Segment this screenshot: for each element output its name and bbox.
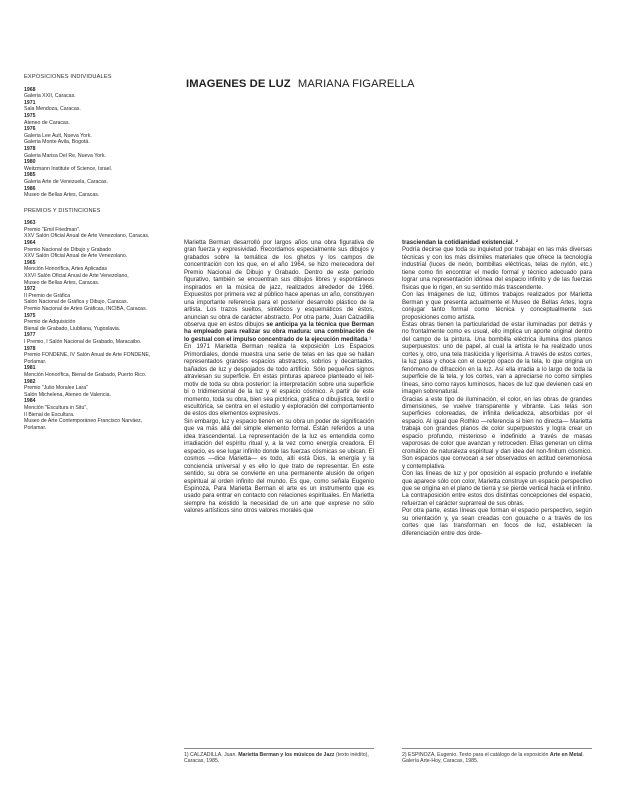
awards-list [24, 220, 172, 431]
entry-line: II Bienal de Escultura. [24, 411, 75, 418]
sidebar-entry [24, 398, 172, 431]
entry-year: 1965 [24, 259, 36, 266]
text-run: 2) ESPINOZA, Eugenio. Texto para el catálogo de la exposición [402, 752, 550, 758]
quote-bold: se anticipa ya la técnica que Berman ha empleado para realizar su obra madura: una combinación de lo gestual con el impulso concentrado de la ejecución meditada [184, 321, 374, 343]
text-run: Marietta Berman desarrolló por largos años una obra figurativa de gran fuerza y expresividad. Recordamos especialmente sus dibujos y grabados sobre la temática de los ghetos y los campos de concentración con los que, en el año 1964, se hizo merecedora del Premio Nacional de Dibujo y Grabado. Dentro de este período figurativo, también se encuentran sus dibujos libres y espontáneos inspirados en la música de jazz, realizados alrededor de 1966. Expuestos por primera vez al público hace apenas un año, constituyen una importante referencia para el posterior desarrollo plástico de la artista. Los trazos sueltos, sintéticos y esquemáticos de éstos, anuncian su obra de carácter abstracto. Por otra parte, Juan Calzadilla observa que en estos dibujos [184, 240, 374, 328]
entry-line: I Premio, I Salón Nacional de Grabado, Maracaibo. [24, 338, 142, 345]
entry-line: Premio Nacional de Dibujo y Grabado [24, 246, 112, 253]
entry-line: Premio "Julio Morales Lara" [24, 385, 88, 392]
entry-year: 1978 [24, 345, 36, 352]
footnote-2 [402, 752, 592, 765]
sidebar-entry [24, 87, 172, 100]
entry-year: 1968 [24, 86, 36, 93]
entry-line: Museo de Bellas Artes, Caracas. [24, 192, 100, 199]
entry-line: Ateneo de Caracas. [24, 119, 70, 126]
sidebar-entry [24, 313, 172, 333]
entry-line: Galeria Monte Avila, Bogotá. [24, 139, 90, 146]
entry-year: 1982 [24, 378, 36, 385]
entry-line: II Premio de Gráfica [24, 292, 71, 299]
footnote-divider [184, 748, 374, 749]
entry-line: Premio Nacional de Artes Gráficas, INCIBA, Caracas. [24, 306, 148, 312]
sidebar-entry [24, 240, 172, 260]
entry-line: Premio de Adquisición [24, 319, 76, 326]
exhibitions-list [24, 87, 172, 199]
entry-year: 1972 [24, 286, 36, 293]
entry-year: 1984 [24, 398, 36, 405]
sidebar-entry [24, 113, 172, 126]
entry-year: 1981 [24, 365, 36, 372]
exhibitions-heading: EXPOSICIONES INDIVIDUALES [24, 74, 112, 80]
sidebar-entry [24, 172, 172, 185]
entry-line: Bienal de Grabado, Liubliana, Yugoslavia. [24, 325, 121, 332]
awards-heading: PREMIOS Y DISTINCIONES [24, 207, 101, 214]
entry-year: 1977 [24, 332, 36, 339]
footnote-1 [184, 752, 374, 765]
footnote-title: Arte en Metal [549, 752, 583, 758]
sidebar [24, 74, 172, 431]
entry-year: 1980 [24, 159, 36, 166]
quote-bold: trasciendan la cotidianidad existencial. ² [402, 240, 518, 246]
sidebar-entry [24, 186, 172, 199]
entry-line: Sala Mendoza, Caracas. [24, 106, 81, 113]
entry-year: 1964 [24, 240, 36, 247]
entry-line: Galeria Marisa Del Re, Nueva York. [24, 152, 106, 159]
entry-year: 1963 [24, 220, 36, 227]
paragraph: Por otra parte, estas líneas que forman el espacio perspectivo, según su orientación y, ya sean creadas con gouache o a través de los cortes que las transforman en focos de luz, establecen la diferenciación entre dos órde- [402, 508, 592, 537]
paragraph: Podría decirse que toda su inquietud por trabajar en las más diversas técnicas y con los más disímiles materiales que ofrece la tecnología industrial (luces de neón, bombillas eléctricas, telas de nylón, etc.) tiene como fin encontrar el medio formal y técnico adecuado para lograr una representación idónea del espacio infinito y de las fuerzas físicas que lo rigen, en su sentido más trascendente. [402, 247, 592, 291]
entry-line: Galeria XXII, Caracas. [24, 93, 76, 100]
entry-line: Weitzmann Institute of Science, Israel. [24, 165, 113, 172]
sidebar-entry [24, 332, 172, 345]
title-author: MARIANA FIGARELLA [297, 78, 415, 90]
sidebar-entry [24, 100, 172, 113]
entry-line: Mención Honorífica, Bienal de Grabado, Puerto Rico. [24, 371, 147, 378]
paragraph: Con las Imágenes de luz, últimos trabajos realizados por Marietta Berman y que presenta actualmente el Museo de Bellas Artes, logra conjugar tanto formal como técnica y conceptualmente sus proposiciones como artista. [402, 292, 592, 321]
paragraph: Con las líneas de luz y por oposición al espacio profundo e inefable que aparece sólo con color, Marietta construye un espacio perspectivo que se origina en el plano de tierra y se pierde vertical hacia el infinito. La contraposición entre estos dos distintas concepciones del espacio, refuerzan el carácter suprarreal de sus obras. [402, 471, 592, 507]
sidebar-entry [24, 365, 172, 378]
entry-year: 1975 [24, 112, 36, 119]
text-run: . Galería Arte-Hoy, Caracas, 1985. [402, 752, 584, 765]
footnote-ref: ¹ [367, 336, 372, 343]
footnote-divider [402, 748, 592, 749]
entry-line: Porlamar. [24, 424, 47, 431]
article-title [186, 78, 586, 90]
paragraph: Gracias a este tipo de iluminación, el color, en las obras de grandes dimensiones, se vuelve transparente y vibrante. Las telas son superficies coloreadas, de infinita delicadeza, absorbidas por el espacio. Al igual que Rothko —referencia si bien no directa— Marietta trabaja con grandes planos de color superpuestos y logra crear un espacio profundo, misterioso e indefinido a través de masas vaporosas de color que avanzan y retroceden. Ellas generan un clima cromático de naturaleza espiritual y dan idea del non-finitum cósmico. Son espacios que convocan a ser observados en actitud ceremoniosa y contemplativa. [402, 396, 592, 470]
entry-year: 1978 [24, 145, 36, 152]
entry-line: XXV Salón Oficial Anual de Arte Venezolano. [24, 253, 128, 260]
sidebar-entry [24, 379, 172, 399]
entry-line: Porlamar. [24, 358, 47, 365]
entry-line: XXVI Salón Oficial Anual de Arte Venezolano, [24, 273, 129, 280]
footnote-title: Marietta Berman y los músicos de Jazz [238, 752, 335, 758]
paragraph [402, 240, 592, 247]
paragraph: Sin embargo, luz y espacio tienen en su obra un poder de significación que va más allá del simple elemento formal. Están referidos a una idea trascendental. La representación de la luz es entendida como irradiación del espíritu ritual y, a la vez como energía creadora. El espacio, es ese lugar infinito donde las fuerzas cósmicas se ubican. El cosmos —dice Marietta— es todo, allí está Dios, la energía y la conciencia universal y es ello lo que trato de representar. En este sentido, su obra se convierte en una permanente alusión de origen espiritual al orden infinito del mundo. Es que, como señala Eugenio Espinoza, Para Marietta Berman el arte es un instrumento que es usado para entrar en contacto con relaciones espirituales. En Marietta siempre ha existido la necesidad de un arte que exprese no sólo valores artísticos sino otros valores morales que [184, 418, 374, 515]
sidebar-entry [24, 220, 172, 240]
entry-line: XXV Salón Oficial Anual de Arte Venezolano, Caracas. [24, 233, 150, 240]
sidebar-entry [24, 346, 172, 366]
entry-line: Premio FONDENE, IV Salón Anual de Arte FONDENE, [24, 352, 151, 359]
sidebar-entry [24, 159, 172, 172]
article-column-right [402, 240, 592, 538]
entry-year: 1976 [24, 126, 36, 133]
title-main: IMAGENES DE LUZ [186, 78, 291, 90]
entry-line: Museo de Bellas Artes, Caracas. [24, 279, 100, 286]
entry-line: Salón Nacional de Gráfica y Dibujo, Caracas. [24, 299, 129, 306]
sidebar-entry [24, 126, 172, 146]
entry-line: Mención "Escultura in Situ", [24, 404, 88, 411]
text-run: (texto inédito), Caracas, 1985. [184, 752, 369, 765]
sidebar-entry [24, 260, 172, 286]
entry-year: 1975 [24, 312, 36, 319]
paragraph [184, 240, 374, 344]
entry-line: Museo de Arte Contemporáneo Francisco Narváez, [24, 418, 143, 425]
article-column-left [184, 240, 374, 516]
entry-line: Mención Honorífica, Artes Aplicadas [24, 266, 108, 273]
entry-line: Premio "Emil Friedman". [24, 226, 81, 233]
paragraph: En 1971 Marietta Berman realiza la exposición Los Espacios Primordiales, donde muestra una serie de telas en las que se hallan representados grandes espacios abstractos, sobrios y decantados, bañados de luz y despojados de todo artificio. Sólo pequeños signos atraviesan su superficie. En estas pinturas aparece planteado el leit-motiv de toda su obra posterior: la interpretación sobre una superficie bi o tridimensional de la luz y el espacio cósmico. A partir de este momento, toda su obra, bien sea pictórica, gráfica o dibujística, textil o escultórica, se centra en el estudio y exploración del comportamiento de estos dos elementos expresivos. [184, 344, 374, 418]
text-run: 1) CALZADILLA, Juan. [184, 752, 239, 758]
sidebar-entry [24, 286, 172, 312]
sidebar-entry [24, 146, 172, 159]
entry-year: 1971 [24, 99, 36, 106]
entry-line: Galeria Arte de Venezuela, Caracas. [24, 178, 108, 185]
entry-year: 1986 [24, 185, 36, 192]
entry-year: 1985 [24, 172, 36, 179]
paragraph: Estas obras tienen la particularidad de estar iluminadas por detrás y no frontalmente como es usual, ello implica un aporte original dentro del campo de la pintura. Una bombilla eléctrica ilumina dos planos superpuestos: uno de papel, al cual la artista le ha realizado unos cortes y, otro, una tela traslúcida y ligerísima. A través de estos cortes, la luz pasa y choca con el cuerpo opaco de la tela, lo que origina un fenómeno de difracción en la luz. Así ella irradia a lo largo de toda la superficie de la tela, y los cortes, van a apreciarse no como simples líneas, sino como rayos luminosos, haces de luz que devienen casi en imagen sobrenatural. [402, 321, 592, 396]
entry-line: Salón Michelena, Ateneo de Valencia. [24, 391, 111, 398]
entry-line: Galeria Lee Ault, Nueva York. [24, 132, 92, 139]
